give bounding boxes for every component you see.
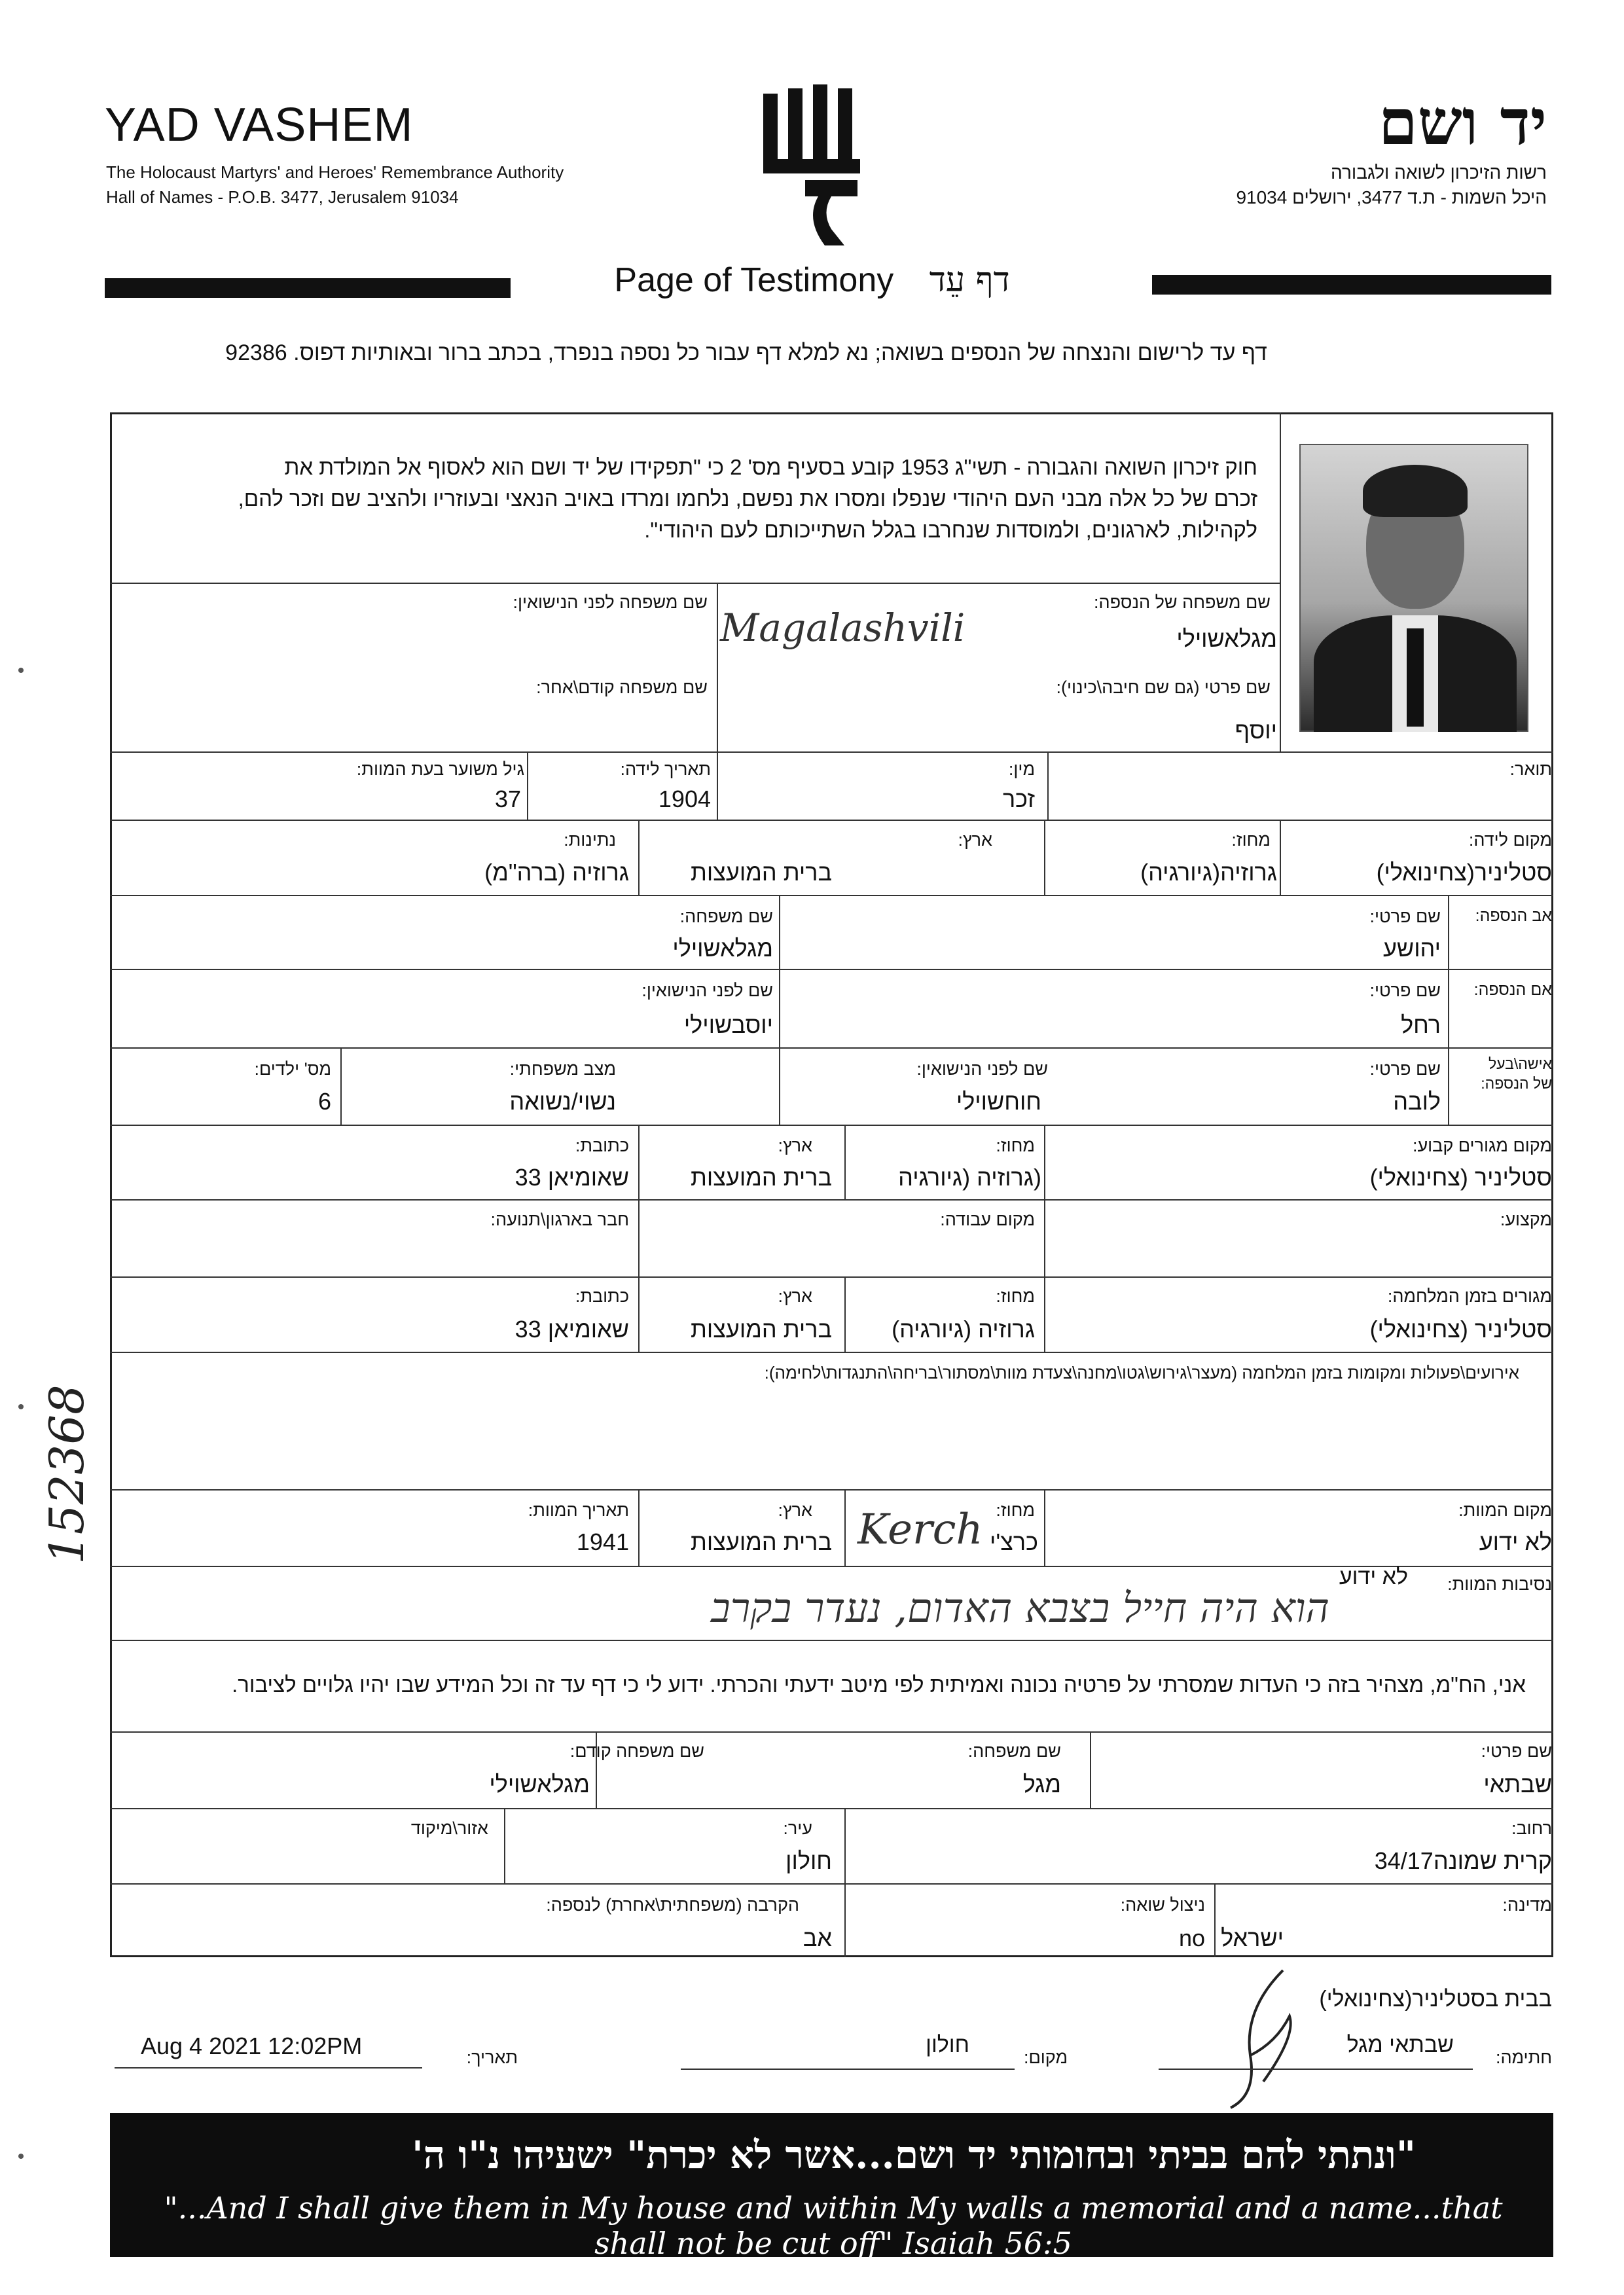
death-district-value: כרצ'י <box>990 1528 1038 1555</box>
profession-label: מקצוע: <box>1500 1210 1552 1229</box>
footer-quote-en: "...And I shall give them in My house and within My walls a memorial and a name...that shall not be cut off" Isaiah 56:5 <box>164 2190 1503 2261</box>
death-place-label: מקום המוות: <box>1458 1500 1552 1520</box>
father-first-value: יהושע <box>1382 935 1441 962</box>
submitter-country-value: ישראל <box>1221 1925 1284 1951</box>
age-value: 37 <box>494 786 521 812</box>
relation-value: אב <box>803 1925 832 1951</box>
birthplace-label: מקום לידה: <box>1468 830 1552 850</box>
spouse-maiden-value: חוחשוילי <box>956 1088 1041 1115</box>
death-date-value: 1941 <box>576 1528 629 1555</box>
nationality-value: גרוזיה (ברה"מ) <box>484 859 629 886</box>
surname-value: מגלאשוילי <box>1176 625 1277 652</box>
residence-district-label: מחוז: <box>996 1136 1035 1155</box>
birth-district-value: גרוזיה(גיורגיה) <box>1140 859 1277 886</box>
mother-first-value: רחל <box>1401 1011 1441 1038</box>
death-circumstances-handwritten: הוא היה חייל בצבא האדום, נעדר בקרב <box>710 1584 1329 1632</box>
death-date-label: תאריך המוות: <box>528 1500 629 1520</box>
place-label: מקום: <box>1023 2048 1068 2067</box>
mother-maiden-value: יוסבשוילי <box>683 1011 773 1038</box>
mother-row-label: אם הנספה: <box>1473 981 1552 999</box>
submitter-street-value: קרית שמונה34/17 <box>1374 1847 1552 1874</box>
footer-banner <box>110 2113 1553 2261</box>
title-label: תואר: <box>1509 759 1552 779</box>
death-country-value: ברית המועצות <box>691 1528 832 1555</box>
submitter-family-value: מגל <box>1022 1771 1061 1798</box>
org-name-en: YAD VASHEM <box>105 99 414 151</box>
gender-label: מין: <box>1008 759 1035 779</box>
gender-value: זכר <box>1002 786 1035 812</box>
residence-address-label: כתובת: <box>575 1136 629 1155</box>
place-value: חולון <box>926 2033 969 2057</box>
events-label: אירועים\פעולות ומקומות בזמן המלחמה (מעצר\גירוש\גטו\מחנה\צעדת מוות\מסתור\בריחה\התנגדות\לחימה): <box>764 1363 1519 1382</box>
law-text: חוק זיכרון השואה והגבורה - תשי"ג 1953 קובע בסעיף מס' 2 כי "תפקידו של יד ושם הוא לאסוף אל המולדת את זכרם של כל אלה מבני העם היהודי שנפלו ומסרו את נפשם, נלחמו ומרדו באויב הנאצי ובעוזריו ולהציב שם וזכר להם, לקהילות, לארגונים, ולמוסדות שנחרבו בגלל השתייכותם לעם היהודי". <box>238 455 1257 542</box>
scan-dot <box>18 668 24 673</box>
page-title-en: Page of Testimony <box>614 261 894 299</box>
spouse-first-label: שם פרטי: <box>1369 1059 1441 1079</box>
submitter-family-label: שם משפחה: <box>967 1741 1061 1761</box>
org-name-he: יד ושם <box>1378 85 1547 159</box>
relation-label: הקרבה (משפחתית\אחרת) לנספה: <box>546 1895 799 1915</box>
date-value: Aug 4 2021 12:02PM <box>141 2033 363 2059</box>
death-place-value: לא ידוע <box>1479 1528 1552 1555</box>
date-label: תאריך: <box>466 2048 518 2067</box>
spouse-maiden-label: שם לפני הנישואין: <box>916 1059 1048 1079</box>
spouse-first-value: לובה <box>1393 1088 1441 1115</box>
residence-label: מקום מגורים קבוע: <box>1412 1136 1552 1155</box>
maiden-name-label: שם משפחה לפני הנישואין: <box>513 592 708 612</box>
survivor-value: no <box>1178 1925 1205 1951</box>
organization-label: חבר בארגון\תנועה: <box>490 1210 629 1229</box>
org-address-en: Hall of Names - P.O.B. 3477, Jerusalem 91034 <box>106 187 459 207</box>
submitter-prev-value: מגלאשוילי <box>489 1771 590 1798</box>
birth-district-label: מחוז: <box>1231 830 1271 850</box>
victim-photo <box>1299 444 1528 732</box>
declaration-text: אני, הח"מ, מצהיר בזה כי העדות שמסרתי על פרטיה נכונה ואמיתית לפי מיטב ידעתי והכרתי. ידוע לי כי דף עד זה וכל המידע שבו יהיו גלויים לציבור. <box>232 1672 1526 1697</box>
signature-name: שבתאי מגל <box>1346 2033 1454 2057</box>
signature-mark <box>1204 1964 1309 2114</box>
father-row-label: אב הנספה: <box>1475 907 1552 925</box>
mother-first-label: שם פרטי: <box>1369 981 1441 1000</box>
age-label: גיל משוער בעת המוות: <box>356 759 524 779</box>
submitter-street-label: רחוב: <box>1511 1818 1552 1838</box>
wartime-address-label: כתובת: <box>575 1286 629 1306</box>
submitter-zip-label: אזור\מיקוד <box>410 1818 488 1838</box>
spouse-row-label-1: אישה\בעל <box>1488 1055 1552 1072</box>
instructions: דף עד לרישום והנצחה של הנספים בשואה; נא למלא דף עבור כל נספה בנפרד, בכתב ברור ובאותיות דפוס. 92386 <box>225 340 1267 365</box>
wartime-country-label: ארץ: <box>778 1286 812 1306</box>
first-name-value: יוסף <box>1235 717 1277 744</box>
surname-handwritten: Magalashvili <box>720 605 965 650</box>
wartime-country: ברית המועצות <box>691 1316 832 1343</box>
dob-label: תאריך לידה: <box>620 759 711 779</box>
children-label: מס' ילדים: <box>254 1059 331 1079</box>
submitter-country-label: מדינה: <box>1502 1895 1552 1915</box>
mother-maiden-label: שם לפני הנישואין: <box>641 981 773 1000</box>
father-first-label: שם פרטי: <box>1369 907 1441 926</box>
signature-note: בבית בסטליניר(צחינואלי) <box>1319 1987 1552 2012</box>
footer-quote-he: "ונתתי להם בביתי ובחומותי יד ושם...אשר לא יכרת" ישעיהו נ"ו ה' <box>411 2133 1416 2177</box>
children-value: 6 <box>317 1088 331 1115</box>
death-district-label: מחוז: <box>996 1500 1035 1520</box>
birth-country-value: ברית המועצות <box>691 859 832 886</box>
residence-district: (גרוזיה (גיורגיה <box>898 1164 1041 1191</box>
prev-name-label: שם משפחה קודם\אחר: <box>536 678 708 697</box>
birth-country-label: ארץ: <box>958 830 992 850</box>
wartime-district: גרוזיה (גיורגיה) <box>892 1316 1035 1343</box>
nationality-label: נתינות: <box>564 830 616 850</box>
yad-vashem-logo <box>759 82 871 252</box>
father-family-value: מגלאשוילי <box>672 935 773 962</box>
org-subtitle-en: The Holocaust Martyrs' and Heroes' Remembrance Authority <box>106 162 564 182</box>
first-name-label: שם פרטי (גם שם חיבה\כינוי): <box>1056 678 1271 697</box>
father-family-label: שם משפחה: <box>679 907 773 926</box>
submitter-city-value: חולון <box>785 1847 832 1874</box>
death-country-label: ארץ: <box>778 1500 812 1520</box>
marital-status-value: נשוי/נשואה <box>509 1088 616 1115</box>
wartime-city: סטליניר (צחינואלי) <box>1369 1316 1552 1343</box>
org-address-he: היכל השמות - ת.ד 3477, ירושלים 91034 <box>1236 187 1547 208</box>
org-subtitle-he: רשות הזיכרון לשואה ולגבורה <box>1331 162 1547 183</box>
submitter-city-label: עיר: <box>783 1818 812 1838</box>
submitter-first-label: שם פרטי: <box>1481 1741 1552 1761</box>
wartime-address: שאומיאן 33 <box>514 1316 629 1343</box>
residence-address: שאומיאן 33 <box>514 1164 629 1191</box>
surname-label: שם משפחה של הנספה: <box>1093 592 1271 612</box>
residence-country-label: ארץ: <box>778 1136 812 1155</box>
dob-value: 1904 <box>658 786 711 812</box>
scan-dot <box>18 1404 24 1409</box>
residence-country: ברית המועצות <box>691 1164 832 1191</box>
death-circumstances-typed: לא ידוע <box>1339 1564 1408 1589</box>
birthplace-value: סטליניר(צחינואלי) <box>1376 859 1552 886</box>
submitter-first-value: שבתאי <box>1483 1771 1552 1798</box>
submitter-prev-label: שם משפחה קודם: <box>569 1741 704 1761</box>
residence-city: סטליניר (צחינואלי) <box>1369 1164 1552 1191</box>
spouse-row-label-2: של הנספה: <box>1481 1075 1552 1092</box>
margin-handwritten-number: 152368 <box>39 1384 94 1564</box>
marital-status-label: מצב משפחתי: <box>509 1059 616 1079</box>
signature-label: חתימה: <box>1495 2048 1552 2067</box>
survivor-label: ניצול שואה: <box>1120 1895 1205 1915</box>
wartime-label: מגורים בזמן המלחמה: <box>1387 1286 1552 1306</box>
death-circumstances-label: נסיבות המוות: <box>1447 1574 1552 1594</box>
scan-dot <box>18 2154 24 2159</box>
wartime-district-label: מחוז: <box>996 1286 1035 1306</box>
workplace-label: מקום עבודה: <box>940 1210 1035 1229</box>
page-title-he: דף עֵד <box>929 261 1010 300</box>
page-title <box>0 261 1624 300</box>
death-district-handwritten: Kerch <box>857 1506 983 1554</box>
